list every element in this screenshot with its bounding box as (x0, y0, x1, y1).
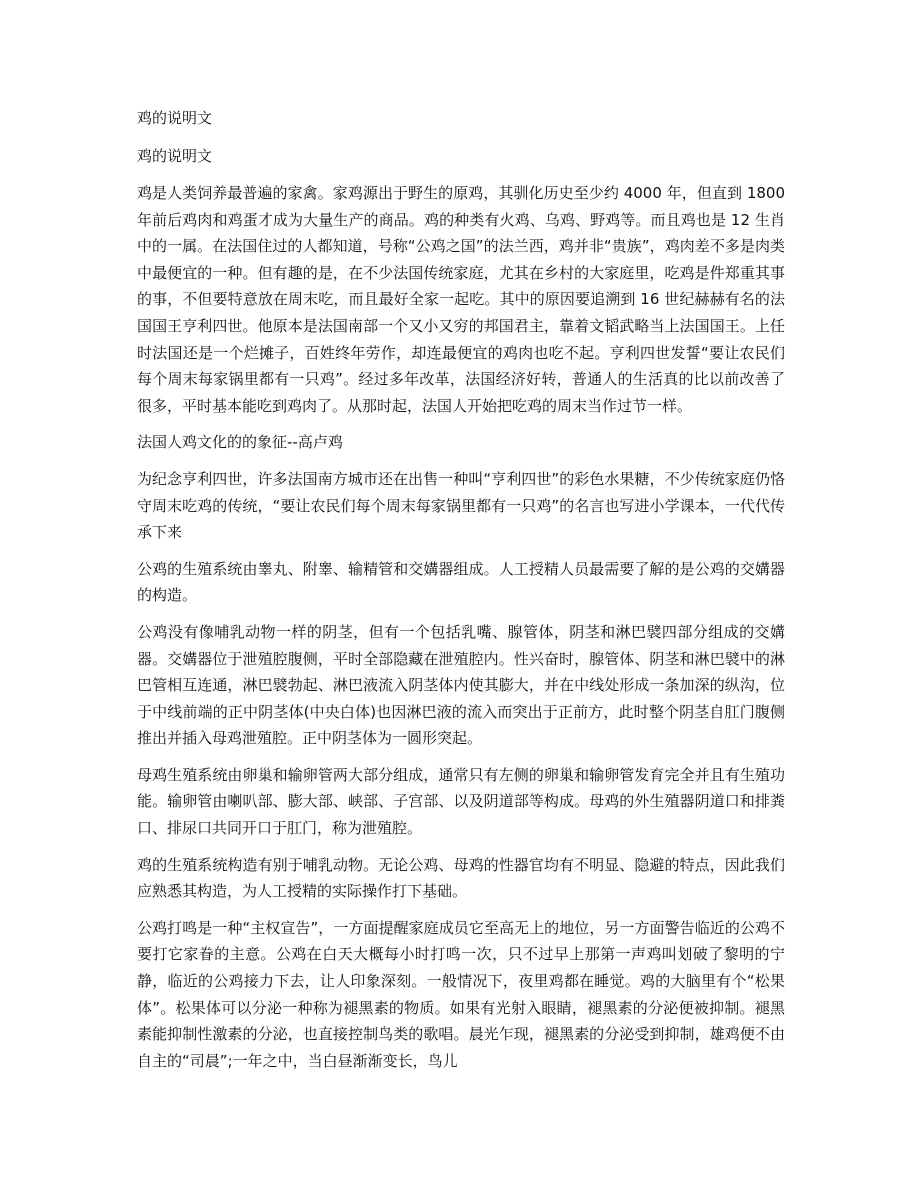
document-heading-1: 鸡的说明文 (137, 109, 213, 127)
paragraph-henri-iv: 为纪念亨利四世，许多法国南方城市还在出售一种叫“亨利四世”的彩色水果糖，不少传统家庭仍恪守周末吃鸡的传统，“要让农民们每个周末每家锅里都有一只鸡”的名言也写进小学课本，一代代传承下来 (137, 469, 785, 542)
paragraph-subheading: 法国人鸡文化的的象征--高卢鸡 (137, 433, 343, 452)
paragraph-rooster-organ: 公鸡没有像哺乳动物一样的阴茎，但有一个包括乳嘴、腺管体，阴茎和淋巴襞四部分组成的交媾器。交媾器位于泄殖腔腹侧，平时全部隐藏在泄殖腔内。性兴奋时，腺管体、阴茎和淋巴襞中的淋巴管相互连通，淋巴襞勃起、淋巴液流入阴茎体内使其膨大，并在中线处形成一条加深的纵沟，位于中线前端的正中阴茎体(中央白体)也因淋巴液的流入而突出于正前方，此时整个阴茎自肛门腹侧推出并插入母鸡泄殖腔。正中阴茎体为一圆形突起。 (137, 622, 785, 748)
paragraph-intro: 鸡是人类饲养最普遍的家禽。家鸡源出于野生的原鸡，其驯化历史至少约 4000 年，但直到 1800 年前后鸡肉和鸡蛋才成为大量生产的商品。鸡的种类有火鸡、乌鸡、野鸡等。而且鸡也是 12 生肖中的一属。在法国住过的人都知道，号称“公鸡之国”的法兰西，鸡并非“贵族”，鸡肉差不多是肉类中最便宜的一种。但有趣的是，在不少法国传统家庭，尤其在乡村的大家庭里，吃鸡是件郑重其事的事，不但要特意放在周末吃，而且最好全家一起吃。其中的原因要追溯到 16 世纪赫赫有名的法国国王亨利四世。他原本是法国南部一个又小又穷的邦国君主，靠着文韬武略当上法国国王。上任时法国还是一个烂摊子，百姓终年劳作，却连最便宜的鸡肉也吃不起。亨利四世发誓“要让农民们每个周末每家锅里都有一只鸡”。经过多年改革，法国经济好转，普通人的生活真的比以前改善了很多，平时基本能吃到鸡肉了。从那时起，法国人开始把吃鸡的周末当作过节一样。 (137, 184, 785, 415)
paragraph-comparison: 鸡的生殖系统构造有别于哺乳动物。无论公鸡、母鸡的性器官均有不明显、隐避的特点，因此我们应熟悉其构造，为人工授精的实际操作打下基础。 (137, 855, 785, 901)
paragraph-hen-system: 母鸡生殖系统由卵巢和输卵管两大部分组成，通常只有左侧的卵巢和输卵管发育完全并且有生殖功能。输卵管由喇叭部、膨大部、峡部、子宫部、以及阴道部等构成。母鸡的外生殖器阴道口和排粪口、排尿口共同开口于肛门，称为泄殖腔。 (137, 765, 785, 838)
document-heading-2: 鸡的说明文 (137, 147, 213, 165)
paragraph-rooster-system: 公鸡的生殖系统由睾丸、附睾、输精管和交媾器组成。人工授精人员最需要了解的是公鸡的交媾器的构造。 (137, 559, 785, 605)
paragraph-crowing: 公鸡打鸣是一种“主权宣告”，一方面提醒家庭成员它至高无上的地位，另一方面警告临近的公鸡不要打它家眷的主意。公鸡在白天大概每小时打鸣一次，只不过早上那第一声鸡叫划破了黎明的宁静，临近的公鸡接力下去，让人印象深刻。一般情况下，夜里鸡都在睡觉。鸡的大脑里有个“松果体”。松果体可以分泌一种称为褪黑素的物质。如果有光射入眼睛，褪黑素的分泌便被抑制。褪黑素能抑制性激素的分泌，也直接控制鸟类的歌唱。晨光乍现，褪黑素的分泌受到抑制，雄鸡便不由自主的“司晨”;一年之中，当白昼渐渐变长，鸟儿 (137, 918, 785, 1070)
document-body (137, 104, 785, 1084)
